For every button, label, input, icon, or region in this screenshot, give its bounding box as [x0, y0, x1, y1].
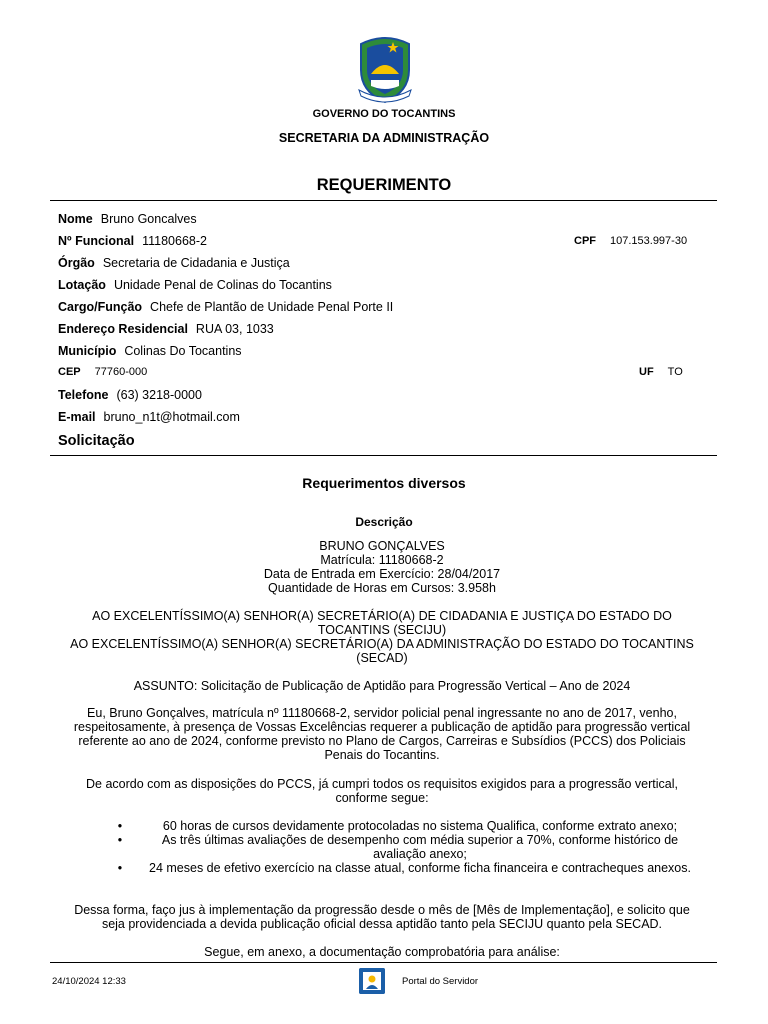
field-nome — [58, 212, 197, 226]
field-value: Unidade Penal de Colinas do Tocantins — [113, 278, 332, 292]
requirements-list — [100, 819, 700, 875]
bullet-marker: • — [117, 861, 123, 875]
field-label: Nome — [58, 212, 93, 226]
footer-divider — [50, 962, 717, 963]
summary-line: Quantidade de Horas em Cursos: 3.958h — [268, 581, 496, 595]
field-label: Cargo/Função — [58, 300, 143, 314]
list-item-text: 60 horas de cursos devidamente protocoladas no sistema Qualifica, conforme extrato anexo; — [162, 819, 678, 833]
print-timestamp: 24/10/2024 12:33 — [52, 976, 126, 987]
paragraph-text: Eu, Bruno Gonçalves, matrícula nº 11180668-2, servidor policial penal ingressante no ano de 2017, venho, respeitosamente, à presença de Vossas Excelências requerer a publicação de aptidão para progressão vertical referente ao ano de 2024, conforme previsto no Plano de Cargos, Carreiras e Subsídios (PCCS) dos Policiais Penais do Tocantins. — [73, 706, 691, 762]
paragraph-attachments — [62, 945, 702, 959]
paragraph-request — [62, 706, 702, 762]
field-value: RUA 03, 1033 — [195, 322, 274, 336]
summary-line: Data de Entrada em Exercício: 28/04/2017 — [263, 567, 501, 581]
field-value: Chefe de Plantão de Unidade Penal Porte II — [150, 300, 394, 314]
page-title: REQUERIMENTO — [316, 176, 452, 194]
field-value: 107.153.997-30 — [610, 235, 688, 247]
field-label: Telefone — [58, 388, 109, 402]
field-value: Bruno Goncalves — [100, 212, 197, 226]
summary-line: BRUNO GONÇALVES — [319, 539, 445, 553]
paragraph-text: Dessa forma, faço jus à implementação da progressão desde o mês de [Mês de Implementação], e solicito que seja providenciada a devida publicação oficial dessa aptidão tanto pela SECIJU quanto pela SECAD. — [74, 903, 690, 931]
list-item-text: As três últimas avaliações de desempenho com média superior a 70%, conforme histórico de avaliação anexo; — [161, 833, 679, 861]
addressee-line: AO EXCELENTÍSSIMO(A) SENHOR(A) SECRETÁRIO(A) DE CIDADANIA E JUSTIÇA DO ESTADO DO TOCANTINS (SECIJU) — [92, 609, 672, 637]
paragraph-requirements — [62, 777, 702, 805]
field-label: Município — [58, 344, 117, 358]
field-municipio — [58, 344, 242, 358]
field-uf — [639, 366, 683, 378]
list-item-text: 24 meses de efetivo exercício na classe atual, conforme ficha financeira e contracheques anexos. — [149, 861, 691, 875]
bullet-marker: • — [117, 819, 123, 833]
field-cpf — [574, 235, 687, 247]
field-cargo — [58, 300, 393, 314]
field-value: TO — [667, 366, 683, 378]
portal-servidor-icon — [359, 968, 385, 994]
bullet-marker: • — [117, 833, 123, 847]
paragraph-implementation — [62, 903, 702, 931]
field-cep — [58, 366, 147, 378]
field-label: Lotação — [58, 278, 106, 292]
request-type: Requerimentos diversos — [302, 475, 466, 491]
field-label: CPF — [574, 235, 596, 247]
secretariat-name: SECRETARIA DA ADMINISTRAÇÃO — [278, 131, 490, 145]
field-endereco — [58, 322, 274, 336]
coat-of-arms-icon — [353, 30, 417, 106]
subject-text: ASSUNTO: Solicitação de Publicação de Aptidão para Progressão Vertical – Ano de 2024 — [133, 679, 631, 693]
field-label: CEP — [58, 366, 81, 378]
paragraph-text: Segue, em anexo, a documentação comprobatória para análise: — [204, 945, 560, 959]
field-funcional — [58, 234, 207, 248]
section-divider — [50, 455, 717, 456]
field-orgao — [58, 256, 290, 270]
government-name: GOVERNO DO TOCANTINS — [312, 108, 456, 120]
field-label: Nº Funcional — [58, 234, 135, 248]
summary-line: Matrícula: 11180668-2 — [320, 553, 444, 567]
field-label: E-mail — [58, 410, 96, 424]
addressee-line: AO EXCELENTÍSSIMO(A) SENHOR(A) SECRETÁRIO(A) DA ADMINISTRAÇÃO DO ESTADO DO TOCANTINS (SECAD) — [70, 637, 694, 665]
field-value: Colinas Do Tocantins — [124, 344, 242, 358]
field-value: 77760-000 — [94, 366, 148, 378]
section-heading-solicitacao: Solicitação — [58, 433, 135, 449]
field-value: (63) 3218-0000 — [116, 388, 202, 402]
field-label: Endereço Residencial — [58, 322, 188, 336]
field-lotacao — [58, 278, 332, 292]
field-telefone — [58, 388, 202, 402]
portal-label: Portal do Servidor — [402, 976, 479, 987]
list-item — [100, 819, 700, 833]
field-label: Órgão — [58, 256, 95, 270]
subject-line — [62, 679, 702, 693]
paragraph-text: De acordo com as disposições do PCCS, já cumpri todos os requisitos exigidos para a progressão vertical, conforme segue: — [86, 777, 678, 805]
title-divider — [50, 200, 717, 201]
field-value: bruno_n1t@hotmail.com — [103, 410, 240, 424]
field-value: Secretaria de Cidadania e Justiça — [102, 256, 290, 270]
requester-summary — [62, 539, 702, 595]
field-email — [58, 410, 240, 424]
addressees — [62, 609, 702, 665]
field-label: UF — [639, 366, 654, 378]
field-value: 11180668-2 — [142, 234, 207, 248]
description-label: Descrição — [355, 515, 413, 529]
list-item — [100, 833, 700, 861]
list-item — [100, 861, 700, 875]
